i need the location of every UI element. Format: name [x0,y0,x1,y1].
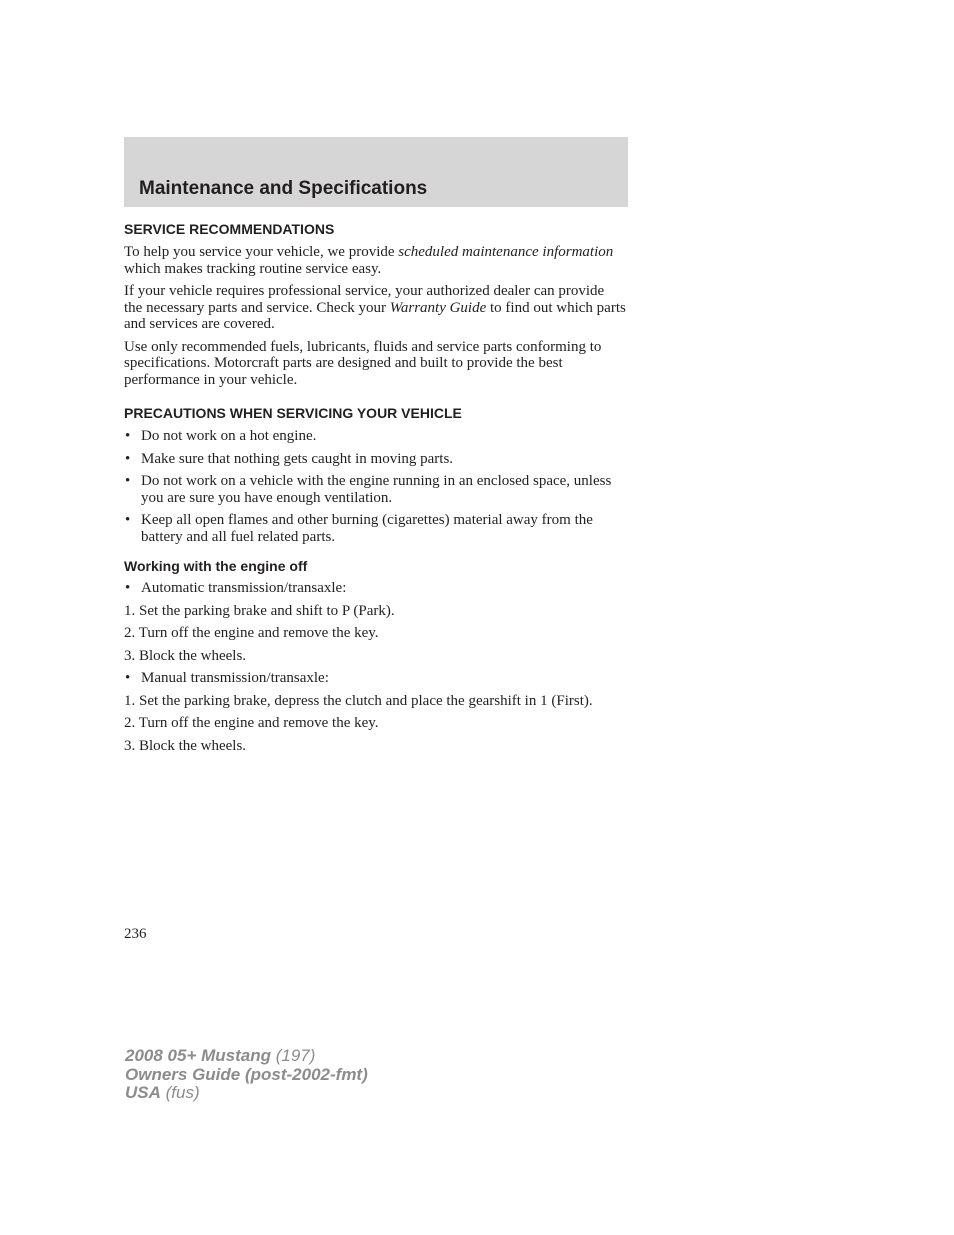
paragraph-scheduled-maintenance: To help you service your vehicle, we provide scheduled maintenance information which makes tracking routine service easy. [124,244,614,277]
list-item: • Keep all open flames and other burning (cigarettes) material away from the battery and all fuel related parts. [124,512,626,545]
list-item: • Manual transmission/transaxle: [124,670,626,687]
step-item: 1. Set the parking brake, depress the clutch and place the gearshift in 1 (First). [124,692,593,709]
step-item: 3. Block the wheels. [124,647,247,664]
emphasis-warranty-guide: Warranty Guide [389,299,487,316]
paragraph-professional-service: If your vehicle requires professional service, your authorized dealer can provide the necessary parts and service. Check your Warranty Guide to find out which parts and services are covered. [124,283,626,332]
emphasis-scheduled-maintenance: scheduled maintenance information [398,244,614,260]
list-item: • Automatic transmission/transaxle: [124,580,626,597]
page-number: 236 [124,926,147,942]
list-item: • Do not work on a vehicle with the engine running in an enclosed space, unless you are sure you have enough ventilation. [124,473,626,506]
chapter-header-band [124,137,628,207]
subheading-engine-off: Working with the engine off [124,558,308,574]
step-item: 1. Set the parking brake and shift to P (Park). [124,602,395,619]
list-item: • Do not work on a hot engine. [124,428,626,445]
section-heading-service-recommendations: SERVICE RECOMMENDATIONS [124,221,335,237]
section-heading-precautions: PRECAUTIONS WHEN SERVICING YOUR VEHICLE [124,405,462,421]
step-item: 2. Turn off the engine and remove the key. [124,715,379,731]
document-footer [125,1047,368,1103]
manual-transmission-list [124,670,626,687]
step-item: 2. Turn off the engine and remove the key. [124,625,379,641]
paragraph-recommended-parts: Use only recommended fuels, lubricants, fluids and service parts conforming to specifications. Motorcraft parts are designed and built to provide the best performance in your vehicle. [124,338,602,388]
footer-line-guide: Owners Guide (post-2002-fmt) [125,1064,368,1084]
footer-line-model: 2008 05+ Mustang (197) [125,1046,316,1065]
precautions-list [124,428,626,545]
page-content [124,220,626,760]
chapter-title: Maintenance and Specifications [139,178,428,199]
list-item: • Make sure that nothing gets caught in moving parts. [124,451,626,468]
step-item: 3. Block the wheels. [124,737,247,754]
footer-line-market: USA (fus) [125,1083,200,1102]
automatic-transmission-list [124,580,626,597]
